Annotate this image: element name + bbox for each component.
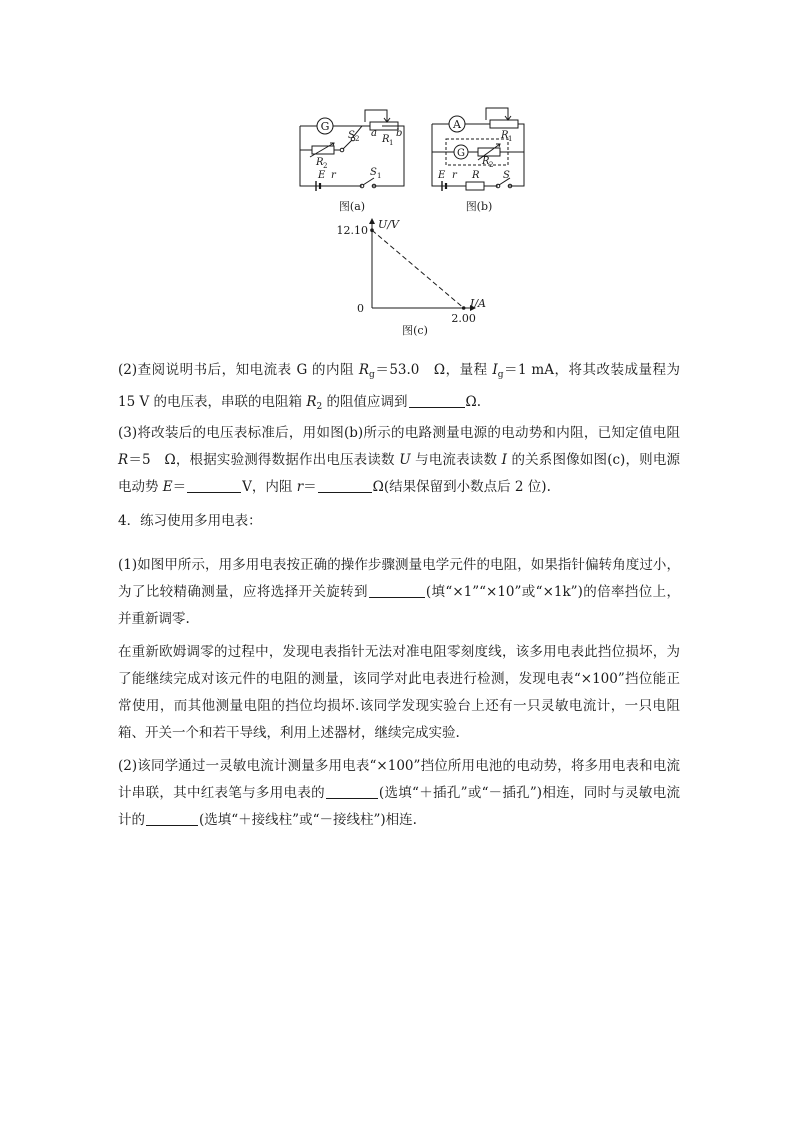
resistor-r-label: R (472, 170, 480, 181)
var-rg: R (358, 362, 370, 378)
galvanometer-label: G (320, 120, 330, 133)
var-e: E (162, 479, 173, 495)
text-seg: V，内阻 (242, 479, 297, 495)
circuit-figure-b (424, 104, 534, 218)
var-ig-sub: g (497, 370, 504, 380)
s2-label: S (348, 130, 355, 141)
text-seg: (选填“＋插孔”或“－插孔”)相连，同时与灵敏电流计的 (118, 785, 681, 828)
origin-label: 0 (357, 302, 364, 315)
x-tick-label: 2.00 (451, 312, 476, 325)
q4-part2-paragraph (118, 753, 680, 834)
text-seg: ＝53.0 Ω，量程 (374, 362, 493, 378)
figure-b-caption: 图(b) (465, 200, 493, 213)
y-axis-label: U/V (378, 218, 399, 231)
figure-a-caption: 图(a) (338, 200, 366, 213)
text-seg: Ω. (465, 394, 481, 410)
r2-sub: 2 (489, 161, 494, 169)
r2-sub: 2 (323, 162, 328, 170)
r-label: r (331, 170, 336, 181)
galvanometer-label: G (457, 148, 465, 159)
r1-label: R (501, 130, 509, 141)
text-seg: ＝5 Ω，根据实验测得数据作出电压表读数 (128, 452, 400, 468)
text-seg: ＝1 mA，将其改装成量程为 15 V 的电压表，串联的电阻箱 (118, 362, 685, 410)
intercept-point-x (462, 306, 466, 310)
b-label: b (396, 128, 403, 139)
ui-graph-figure-c (330, 214, 500, 338)
var-r: R (118, 452, 129, 468)
q4-title: 4．练习使用多用电表： (118, 513, 262, 529)
var-r2-sub: 2 (316, 402, 323, 412)
answer-blank[interactable] (409, 394, 465, 408)
q2-part2-paragraph (118, 357, 685, 421)
s2-sub: 2 (355, 135, 360, 143)
text-seg: (1)如图甲所示，用多用电表按正确的操作步骤测量电学元件的电阻，如果指针偏转角度过小，为了比较精确测量，应将选择开关旋转到 (118, 557, 680, 600)
text-seg: 与电流表读数 (410, 452, 502, 468)
switch-s-label: S (503, 170, 510, 181)
var-r2: R (306, 394, 317, 410)
text-seg: 的阻值应调到 (322, 394, 408, 410)
q4-part1-paragraph (118, 552, 680, 633)
a-label: a (371, 128, 377, 139)
r1-sub: 1 (389, 139, 394, 147)
answer-blank[interactable] (318, 479, 372, 493)
text-seg: (2)该同学通过一灵敏电流计测量多用电表“×100”挡位所用电池的电动势，将多用电表和电流计串联，其中红表笔与多用电表的 (118, 758, 680, 801)
text-seg: ＝ (172, 479, 187, 495)
var-rg-sub: g (369, 370, 375, 380)
text-seg: (填“×1”“×10”或“×1k”)的倍率挡位上，并重新调零. (118, 584, 681, 627)
e-label: E (438, 170, 446, 181)
var-i: I (501, 452, 507, 468)
var-r-small: r (296, 479, 304, 495)
text-seg: Ω(结果保留到小数点后 2 位). (372, 479, 551, 495)
r1-label: R (382, 134, 390, 145)
figure-c-caption: 图(c) (402, 324, 428, 337)
r1-sub: 1 (508, 135, 513, 143)
ui-line (372, 230, 464, 308)
text-seg: 的关系图像如图(c)，则电源电动势 (118, 452, 681, 495)
r2-label: R (316, 157, 324, 168)
ammeter-label: A (453, 118, 461, 131)
var-ig: I (492, 362, 498, 378)
q2-part3-paragraph (118, 420, 685, 501)
text-seg: (3)将改装后的电压表标准后，用如图(b)所示的电路测量电源的电动势和内阻，已知定值电阻 (118, 425, 685, 441)
answer-blank[interactable] (369, 584, 425, 598)
text-seg: (2)查阅说明书后，知电流表 G 的内阻 (118, 362, 359, 378)
s1-sub: 1 (377, 172, 382, 180)
q4-note-paragraph: 在重新欧姆调零的过程中，发现电表指针无法对准电阻零刻度线，该多用电表此挡位损坏，为了能继续完成对该元件的电阻的测量，该同学对此电表进行检测，发现电表“×100”挡位能正常使用，而其他测量电阻的挡位均损坏.该同学发现实验台上还有一只灵敏电流计，一只电阻箱、开关一个和若干导线，利用上述器材，继续完成实验. (118, 644, 680, 741)
s1-label: S (370, 167, 377, 178)
intercept-point-y (370, 228, 374, 232)
r2-label: R (482, 156, 490, 167)
r-label: r (452, 170, 457, 181)
text-seg: ＝ (303, 479, 317, 495)
answer-blank[interactable] (146, 812, 198, 826)
y-tick-label: 12.10 (336, 224, 368, 238)
x-axis-label: I/A (470, 297, 486, 310)
circuit-figure-a (292, 104, 412, 218)
text-seg: (选填“＋接线柱”或“－接线柱”)相连. (199, 812, 417, 828)
e-label: E (318, 170, 326, 181)
answer-blank[interactable] (326, 785, 378, 799)
answer-blank[interactable] (187, 479, 241, 493)
var-u: U (399, 452, 411, 468)
